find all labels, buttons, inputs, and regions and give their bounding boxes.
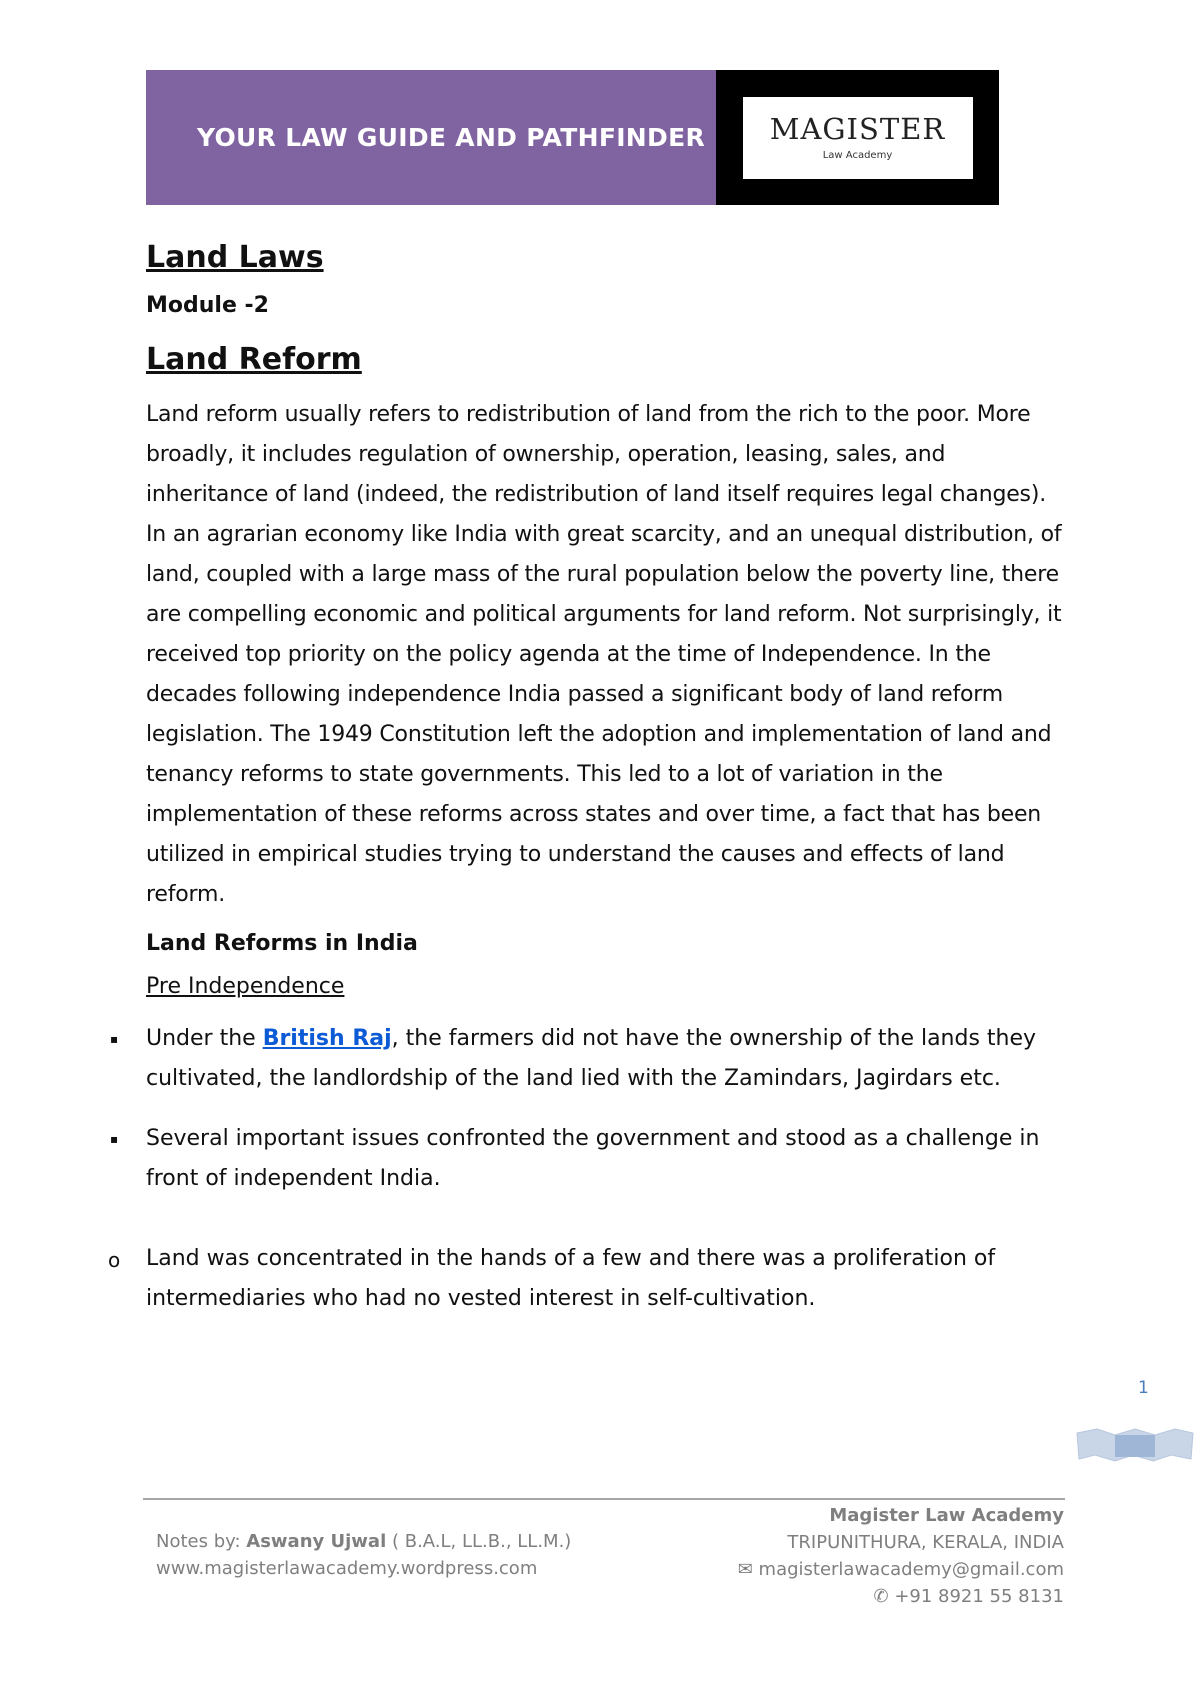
author-name: Aswany Ujwal [246,1531,387,1552]
bullet-text: Several important issues confronted the government and stood as a challenge in front of independent India. [146,1126,1040,1191]
author-credentials: ( B.A.L, LL.B., LL.M.) [391,1531,572,1552]
phone-icon: ✆ [873,1586,889,1607]
header-banner [146,70,999,205]
logo-name: MAGISTER [769,111,946,146]
module-label: Module -2 [146,293,269,318]
bullet-list [110,1019,1066,1199]
list-item [110,1119,1066,1199]
magister-logo [743,97,973,179]
footer-divider [143,1498,1065,1500]
bullet-text-start: Under the [146,1026,263,1051]
document-body [108,230,1066,1339]
section-heading: Land Reforms in India [146,931,418,956]
sub-heading: Pre Independence [146,974,345,999]
footer-website[interactable]: www.magisterlawacademy.wordpress.com [156,1558,538,1579]
footer-location: TRIPUNITHURA, KERALA, INDIA [787,1532,1064,1553]
envelope-icon: ✉ [737,1559,753,1580]
banner-logo-panel [716,70,999,205]
page-curl-icon [1075,1425,1195,1465]
footer-phone: +91 8921 55 8131 [894,1586,1064,1607]
list-item [110,1019,1066,1099]
footer-right [738,1502,1064,1610]
footer-phone-row [738,1583,1064,1610]
bullet-text-end: , the farmers did not have the ownership of the lands they cultivated, the landlordship of the land lied with the Zamindars, Jagirdars etc. [146,1026,1037,1091]
british-raj-link[interactable]: British Raj [262,1026,392,1051]
sub-bullet-list [108,1239,1066,1319]
sub-bullet-text: Land was concentrated in the hands of a few and there was a proliferation of intermediaries who had no vested interest in self-cultivation. [146,1246,996,1311]
square-bullet-icon: ▪ [110,1132,119,1146]
banner-tagline: YOUR LAW GUIDE AND PATHFINDER [196,123,706,152]
section-title: Land Reform [146,342,362,377]
footer-author [156,1528,571,1555]
square-bullet-icon: ▪ [110,1032,119,1046]
logo-subtitle: Law Academy [822,149,893,161]
footer-email-row [738,1556,1064,1583]
banner-tagline-panel [146,70,716,205]
circle-bullet-icon: o [108,1248,121,1272]
footer-email[interactable]: magisterlawacademy@gmail.com [758,1559,1064,1580]
intro-paragraph: Land reform usually refers to redistribution of land from the rich to the poor. More broadly, it includes regulation of ownership, operation, leasing, sales, and inheritance of land (indeed, the redistribution of land itself requires legal changes). In an agrarian economy like India with great scarcity, and an unequal distribution, of land, coupled with a large mass of the rural population below the poverty line, there are compelling economic and political arguments for land reform. Not surprisingly, it received top priority on the policy agenda at the time of Independence. In the decades following independence India passed a significant body of land reform legislation. The 1949 Constitution left the adoption and implementation of land and tenancy reforms to state governments. This led to a lot of variation in the implementation of these reforms across states and over time, a fact that has been utilized in empirical studies trying to understand the causes and effects of land reform. [146,402,1062,907]
page-title: Land Laws [146,240,324,275]
footer-org: Magister Law Academy [829,1505,1064,1526]
footer-left [156,1528,571,1582]
page-number: 1 [1138,1378,1149,1398]
list-item [108,1239,1066,1319]
notes-label: Notes by: [156,1531,241,1552]
